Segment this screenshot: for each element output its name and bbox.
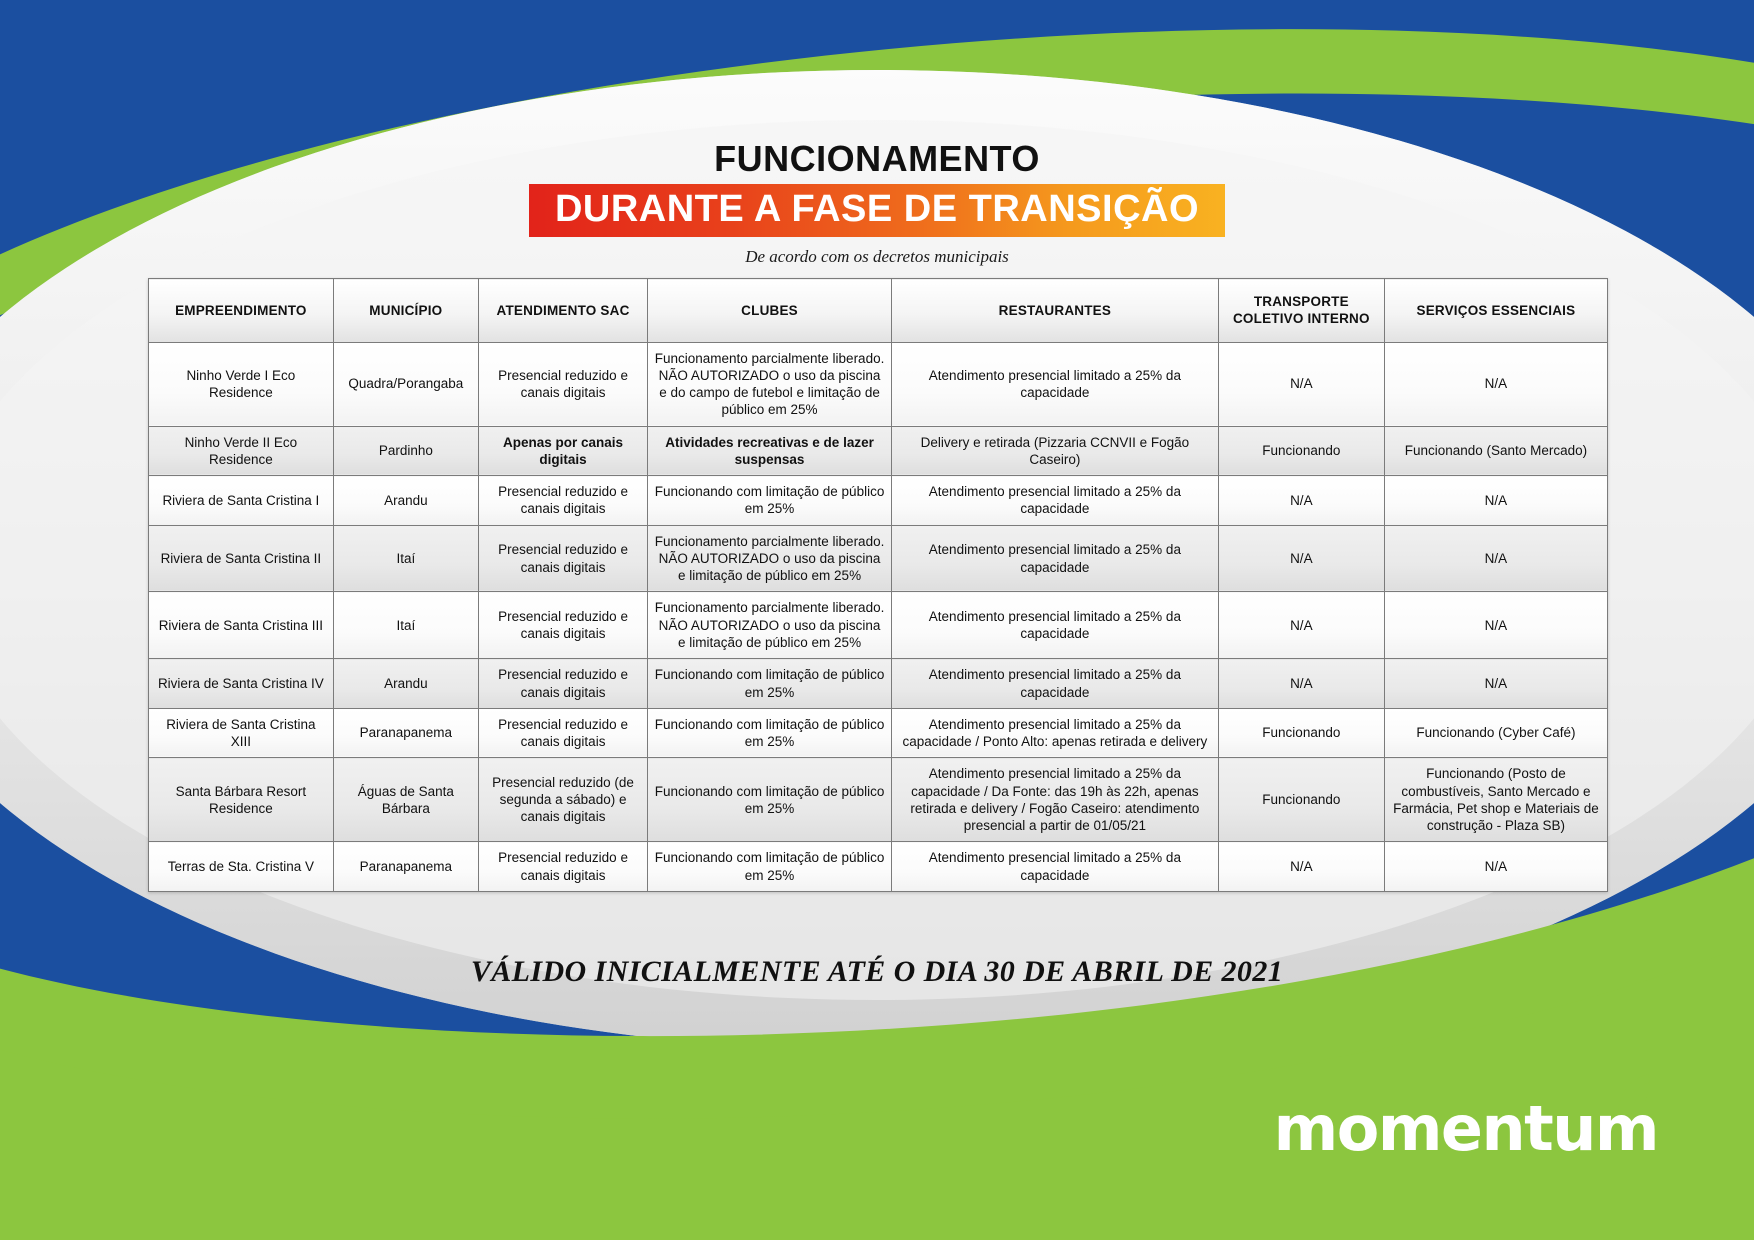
title-band-wrapper bbox=[0, 184, 1754, 237]
table-row bbox=[149, 842, 1608, 892]
cell-empreendimento: Riviera de Santa Cristina IV bbox=[149, 659, 334, 709]
cell-empreendimento: Riviera de Santa Cristina II bbox=[149, 525, 334, 592]
cell-transporte: N/A bbox=[1218, 525, 1384, 592]
cell-clubes: Funcionando com limitação de público em 25% bbox=[648, 758, 892, 842]
cell-municipio: Águas de Santa Bárbara bbox=[333, 758, 478, 842]
cell-sac: Presencial reduzido e canais digitais bbox=[478, 659, 647, 709]
cell-empreendimento: Riviera de Santa Cristina III bbox=[149, 592, 334, 659]
cell-empreendimento: Riviera de Santa Cristina XIII bbox=[149, 708, 334, 758]
cell-restaurantes: Atendimento presencial limitado a 25% da capacidade bbox=[891, 842, 1218, 892]
table-row bbox=[149, 659, 1608, 709]
col-header-transporte-line1: TRANSPORTE bbox=[1253, 294, 1349, 309]
cell-restaurantes: Atendimento presencial limitado a 25% da capacidade bbox=[891, 659, 1218, 709]
cell-transporte: N/A bbox=[1218, 592, 1384, 659]
table-row bbox=[149, 708, 1608, 758]
cell-empreendimento: Riviera de Santa Cristina I bbox=[149, 476, 334, 526]
operations-table bbox=[148, 278, 1608, 892]
cell-restaurantes: Atendimento presencial limitado a 25% da capacidade / Da Fonte: das 19h às 22h, apenas retirada e delivery / Fogão Caseiro: atendimento presencial a partir de 01/05/21 bbox=[891, 758, 1218, 842]
cell-restaurantes: Atendimento presencial limitado a 25% da capacidade bbox=[891, 592, 1218, 659]
cell-empreendimento: Ninho Verde II Eco Residence bbox=[149, 426, 334, 476]
cell-sac: Presencial reduzido e canais digitais bbox=[478, 525, 647, 592]
cell-servicos: N/A bbox=[1384, 659, 1607, 709]
cell-servicos: Funcionando (Cyber Café) bbox=[1384, 708, 1607, 758]
cell-restaurantes: Atendimento presencial limitado a 25% da capacidade / Ponto Alto: apenas retirada e delivery bbox=[891, 708, 1218, 758]
table-row bbox=[149, 342, 1608, 426]
page-subtitle-band: DURANTE A FASE DE TRANSIÇÃO bbox=[529, 184, 1225, 237]
table-header-row bbox=[149, 279, 1608, 343]
cell-servicos: N/A bbox=[1384, 592, 1607, 659]
cell-transporte: Funcionando bbox=[1218, 426, 1384, 476]
col-header-atendimento-sac: ATENDIMENTO SAC bbox=[478, 279, 647, 343]
cell-sac: Presencial reduzido e canais digitais bbox=[478, 842, 647, 892]
col-header-restaurantes: RESTAURANTES bbox=[891, 279, 1218, 343]
cell-clubes: Atividades recreativas e de lazer suspensas bbox=[648, 426, 892, 476]
cell-transporte: N/A bbox=[1218, 842, 1384, 892]
cell-clubes: Funcionando com limitação de público em 25% bbox=[648, 659, 892, 709]
table-body bbox=[149, 342, 1608, 891]
cell-clubes: Funcionando com limitação de público em 25% bbox=[648, 476, 892, 526]
decree-note: De acordo com os decretos municipais bbox=[745, 246, 1009, 266]
cell-servicos: Funcionando (Santo Mercado) bbox=[1384, 426, 1607, 476]
page-title: FUNCIONAMENTO bbox=[714, 138, 1040, 179]
cell-restaurantes: Delivery e retirada (Pizzaria CCNVII e Fogão Caseiro) bbox=[891, 426, 1218, 476]
cell-transporte: N/A bbox=[1218, 659, 1384, 709]
table-row bbox=[149, 426, 1608, 476]
table-row bbox=[149, 476, 1608, 526]
cell-sac: Presencial reduzido e canais digitais bbox=[478, 342, 647, 426]
cell-municipio: Itaí bbox=[333, 592, 478, 659]
cell-restaurantes: Atendimento presencial limitado a 25% da capacidade bbox=[891, 342, 1218, 426]
cell-municipio: Quadra/Porangaba bbox=[333, 342, 478, 426]
cell-servicos: N/A bbox=[1384, 842, 1607, 892]
cell-restaurantes: Atendimento presencial limitado a 25% da capacidade bbox=[891, 476, 1218, 526]
cell-clubes: Funcionando com limitação de público em 25% bbox=[648, 708, 892, 758]
col-header-empreendimento: EMPREENDIMENTO bbox=[149, 279, 334, 343]
cell-transporte: Funcionando bbox=[1218, 758, 1384, 842]
cell-servicos: N/A bbox=[1384, 525, 1607, 592]
brand-logo bbox=[1273, 1092, 1658, 1165]
cell-empreendimento: Ninho Verde I Eco Residence bbox=[149, 342, 334, 426]
operations-table-wrapper bbox=[148, 278, 1608, 892]
cell-restaurantes: Atendimento presencial limitado a 25% da capacidade bbox=[891, 525, 1218, 592]
table-row bbox=[149, 592, 1608, 659]
cell-municipio: Arandu bbox=[333, 476, 478, 526]
cell-municipio: Itaí bbox=[333, 525, 478, 592]
cell-sac: Presencial reduzido e canais digitais bbox=[478, 476, 647, 526]
table-header bbox=[149, 279, 1608, 343]
poster-header bbox=[0, 140, 1754, 267]
cell-sac: Apenas por canais digitais bbox=[478, 426, 647, 476]
cell-servicos: N/A bbox=[1384, 476, 1607, 526]
validity-note: VÁLIDO INICIALMENTE ATÉ O DIA 30 DE ABRIL DE 2021 bbox=[470, 955, 1284, 988]
col-header-transporte-line2: COLETIVO INTERNO bbox=[1232, 311, 1370, 327]
cell-municipio: Pardinho bbox=[333, 426, 478, 476]
cell-clubes: Funcionando com limitação de público em 25% bbox=[648, 842, 892, 892]
cell-clubes: Funcionamento parcialmente liberado. NÃO AUTORIZADO o uso da piscina e limitação de público em 25% bbox=[648, 592, 892, 659]
cell-transporte: N/A bbox=[1218, 476, 1384, 526]
cell-clubes: Funcionamento parcialmente liberado. NÃO AUTORIZADO o uso da piscina e limitação de público em 25% bbox=[648, 525, 892, 592]
col-header-clubes: CLUBES bbox=[648, 279, 892, 343]
table-row bbox=[149, 525, 1608, 592]
cell-sac: Presencial reduzido e canais digitais bbox=[478, 592, 647, 659]
cell-servicos: N/A bbox=[1384, 342, 1607, 426]
cell-servicos: Funcionando (Posto de combustíveis, Santo Mercado e Farmácia, Pet shop e Materiais de construção - Plaza SB) bbox=[1384, 758, 1607, 842]
cell-transporte: N/A bbox=[1218, 342, 1384, 426]
leaf-icon bbox=[1612, 1072, 1652, 1118]
cell-sac: Presencial reduzido (de segunda a sábado) e canais digitais bbox=[478, 758, 647, 842]
col-header-municipio: MUNICÍPIO bbox=[333, 279, 478, 343]
table-row bbox=[149, 758, 1608, 842]
cell-empreendimento: Santa Bárbara Resort Residence bbox=[149, 758, 334, 842]
cell-municipio: Paranapanema bbox=[333, 708, 478, 758]
cell-transporte: Funcionando bbox=[1218, 708, 1384, 758]
col-header-servicos-essenciais: SERVIÇOS ESSENCIAIS bbox=[1384, 279, 1607, 343]
cell-sac: Presencial reduzido e canais digitais bbox=[478, 708, 647, 758]
cell-municipio: Paranapanema bbox=[333, 842, 478, 892]
brand-logo-text: momentum bbox=[1273, 1092, 1658, 1165]
cell-empreendimento: Terras de Sta. Cristina V bbox=[149, 842, 334, 892]
cell-clubes: Funcionamento parcialmente liberado. NÃO AUTORIZADO o uso da piscina e do campo de futebol e limitação de público em 25% bbox=[648, 342, 892, 426]
cell-municipio: Arandu bbox=[333, 659, 478, 709]
col-header-transporte-coletivo-interno bbox=[1218, 279, 1384, 343]
